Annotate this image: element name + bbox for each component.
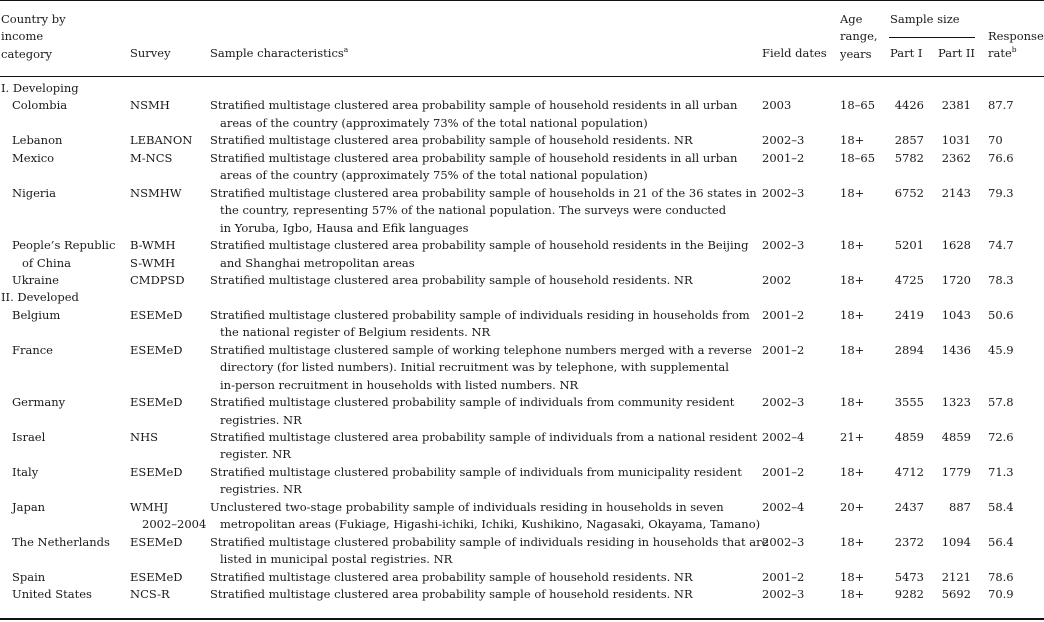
sample-characteristics-cell: in Yoruba, Igbo, Hausa and Efik languages [220,220,469,235]
age-range-cell: 18+ [840,395,865,410]
sample-characteristics-cell: Stratified multistage clustered area probability sample of household residents in all urban [210,150,738,165]
sample-size-part2-cell: 1043 [941,307,971,322]
sample-characteristics-cell: Stratified multistage clustered area probability sample of household residents. NR [210,587,693,602]
age-range-cell: 18–65 [840,98,876,113]
sample-size-part2-cell: 2121 [941,569,971,584]
survey-cell: ESEMeD [130,464,183,479]
response-rate-cell: 70 [988,133,1003,148]
survey-cell: NHS [130,430,158,444]
field-dates-cell: 2002–3 [762,238,805,253]
sample-characteristics-cell: Stratified multistage clustered probability sample of individuals residing in households that are [210,534,769,549]
sample-characteristics-cell: Stratified multistage clustered area probability sample of individuals from a national resident [210,430,758,444]
header-part-1: Part I [890,46,923,60]
field-dates-cell: 2002–3 [762,185,805,200]
survey-cell: M-NCS [130,150,173,165]
response-rate-cell: 57.8 [988,395,1014,410]
header-survey: Survey [130,46,171,60]
header-bottom-rule [0,76,1044,77]
sample-size-part2-cell: 1323 [941,395,971,410]
sample-size-part1-cell: 2437 [894,499,924,514]
sample-characteristics-cell: directory (for listed numbers). Initial recruitment was by telephone, with supplemental [220,360,729,375]
sample-size-part2-cell: 2381 [941,98,971,113]
response-rate-cell: 74.7 [988,238,1014,253]
sample-characteristics-cell: registries. NR [220,412,302,427]
country-cell: of China [22,255,71,270]
survey-cell: ESEMeD [130,395,183,410]
sample-size-part1-cell: 4725 [894,272,924,287]
age-range-cell: 18+ [840,185,865,200]
header-response-rate: Response rate$^b$ [988,29,1044,61]
sample-size-part1-cell: 4426 [894,98,924,113]
field-dates-cell: 2002–3 [762,534,805,549]
response-rate-cell: 56.4 [988,534,1014,549]
sample-characteristics-cell: and Shanghai metropolitan areas [220,255,415,270]
sample-characteristics-cell: Stratified multistage clustered probability sample of individuals from community resident [210,395,735,410]
response-rate-cell: 78.6 [988,569,1014,584]
field-dates-cell: 2002–3 [762,133,805,148]
sample-characteristics-cell: the country, representing 57% of the national population. The surveys were conducted [220,203,727,218]
response-rate-cell: 72.6 [988,430,1014,444]
age-range-cell: 18+ [840,534,865,549]
sample-characteristics-cell: Stratified multistage clustered area probability sample of household residents in the Beijing [210,238,749,253]
sample-characteristics-cell: Stratified multistage clustered area probability sample of household residents. NR [210,272,693,287]
sample-characteristics-cell: the national register of Belgium residents. NR [220,325,491,340]
sample-size-part1-cell: 2372 [894,534,924,549]
response-rate-cell: 50.6 [988,307,1014,322]
survey-cell: ESEMeD [130,342,183,357]
sample-characteristics-cell: Stratified multistage clustered area probability sample of households in 21 of the 36 states in [210,185,757,200]
sample-size-part1-cell: 4859 [894,430,924,444]
sample-size-part2-cell: 1031 [941,133,971,148]
field-dates-cell: 2002–4 [762,499,805,514]
sample-size-part1-cell: 4712 [894,464,924,479]
country-cell: Mexico [12,150,55,165]
survey-cell: ESEMeD [130,534,183,549]
sample-size-part2-cell: 2362 [941,150,971,165]
sample-size-part1-cell: 2857 [894,133,924,148]
header-part-2: Part II [938,46,975,60]
sample-characteristics-cell: Stratified multistage clustered probability sample of individuals residing in households from [210,307,750,322]
field-dates-cell: 2001–2 [762,342,805,357]
age-range-cell: 18–65 [840,150,876,165]
survey-cell: S-WMH [130,255,176,270]
sample-size-part1-cell: 3555 [894,395,924,410]
sample-size-part2-cell: 887 [949,499,971,514]
field-dates-cell: 2002–3 [762,587,805,602]
age-range-cell: 18+ [840,133,865,148]
sample-size-part2-cell: 1720 [941,272,971,287]
sample-characteristics-cell: Unclustered two-stage probability sample of individuals residing in households in seven [210,499,724,514]
country-cell: The Netherlands [12,534,110,549]
header-country: Country by income category [1,12,66,61]
sample-size-part2-cell: 1436 [941,342,971,357]
country-cell: France [12,342,53,357]
survey-cell: ESEMeD [130,307,183,322]
country-cell: Belgium [12,307,61,322]
response-rate-cell: 87.7 [988,98,1014,113]
age-range-cell: 18+ [840,464,865,479]
survey-cell: CMDPSD [130,272,185,287]
field-dates-cell: 2001–2 [762,150,805,165]
response-rate-cell: 79.3 [988,185,1014,200]
response-rate-cell: 58.4 [988,499,1014,514]
age-range-cell: 18+ [840,587,865,602]
sample-characteristics-cell: Stratified multistage clustered area probability sample of household residents in all urban [210,98,738,113]
header-sample-size: Sample size [890,12,960,26]
sample-size-part2-cell: 1094 [941,534,971,549]
response-rate-cell: 76.6 [988,150,1014,165]
header-age-range: Age range, years [840,12,878,61]
response-rate-cell: 70.9 [988,587,1014,602]
sample-characteristics-cell: metropolitan areas (Fukiage, Higashi-ichiki, Ichiki, Kushikino, Nagasaki, Okayama, Tamano) [220,517,761,532]
survey-cell: LEBANON [130,133,193,148]
field-dates-cell: 2002–3 [762,395,805,410]
age-range-cell: 18+ [840,307,865,322]
age-range-cell: 18+ [840,238,865,253]
country-cell: Nigeria [12,185,56,200]
field-dates-cell: 2001–2 [762,569,805,584]
field-dates-cell: 2001–2 [762,307,805,322]
age-range-cell: 21+ [840,430,865,444]
sample-characteristics-cell: Stratified multistage clustered probability sample of individuals from municipality resident [210,464,742,479]
sample-size-part2-cell: 5692 [941,587,971,602]
sample-characteristics-cell: areas of the country (approximately 73% of the total national population) [220,115,648,130]
survey-cell: 2002–2004 [142,517,207,532]
country-cell: Germany [12,395,66,410]
age-range-cell: 18+ [840,272,865,287]
country-cell: People’s Republic [12,238,116,253]
country-cell: Ukraine [12,272,59,287]
country-cell: Italy [12,464,39,479]
age-range-cell: 20+ [840,499,865,514]
sample-size-part2-cell: 4859 [941,430,971,444]
country-cell: Lebanon [12,133,63,148]
response-rate-cell: 71.3 [988,464,1014,479]
sample-characteristics-cell: registries. NR [220,482,302,497]
response-rate-cell: 78.3 [988,272,1014,287]
sample-characteristics-cell: in-person recruitment in households with listed numbers. NR [220,377,579,392]
sample-size-part1-cell: 5782 [894,150,924,165]
age-range-cell: 18+ [840,569,865,584]
header-field-dates: Field dates [762,46,827,60]
sample-size-part2-cell: 1779 [941,464,971,479]
sample-characteristics-cell: listed in municipal postal registries. NR [220,552,453,567]
field-dates-cell: 2002–4 [762,430,805,444]
table-top-rule [0,0,1044,1]
survey-cell: ESEMeD [130,569,183,584]
country-cell: Japan [12,499,46,514]
country-cell: Colombia [12,98,68,113]
survey-cell: NCS-R [130,587,170,602]
sample-size-part2-cell: 2143 [941,185,971,200]
sample-characteristics-cell: Stratified multistage clustered area probability sample of household residents. NR [210,569,693,584]
section-heading: I. Developing [1,81,79,95]
field-dates-cell: 2003 [762,98,792,113]
sample-characteristics-cell: Stratified multistage clustered sample of working telephone numbers merged with a reverse [210,342,752,357]
survey-cell: NSMHW [130,185,182,200]
sample-size-part1-cell: 5473 [894,569,924,584]
survey-cell: NSMH [130,98,170,113]
field-dates-cell: 2002 [762,272,792,287]
table-bottom-rule [0,618,1044,620]
survey-cell: B-WMH [130,238,176,253]
sample-size-part1-cell: 6752 [894,185,924,200]
age-range-cell: 18+ [840,342,865,357]
field-dates-cell: 2001–2 [762,464,805,479]
country-cell: United States [12,587,92,602]
sample-characteristics-cell: Stratified multistage clustered area probability sample of household residents. NR [210,133,693,148]
sample-size-part2-cell: 1628 [941,238,971,253]
survey-cell: WMHJ [130,499,169,514]
sample-size-part1-cell: 5201 [894,238,924,253]
sample-size-part1-cell: 2894 [894,342,924,357]
section-heading: II. Developed [1,290,79,305]
sample-size-part1-cell: 9282 [894,587,924,602]
sample-size-part1-cell: 2419 [894,307,924,322]
country-cell: Israel [12,430,46,444]
sample-characteristics-cell: register. NR [220,447,291,462]
response-rate-cell: 45.9 [988,342,1014,357]
country-cell: Spain [12,569,46,584]
sample-characteristics-cell: areas of the country (approximately 75% of the total national population) [220,168,648,183]
sample-size-rule [889,37,975,38]
header-sample-characteristics: Sample characteristics$^a$ [210,45,349,60]
